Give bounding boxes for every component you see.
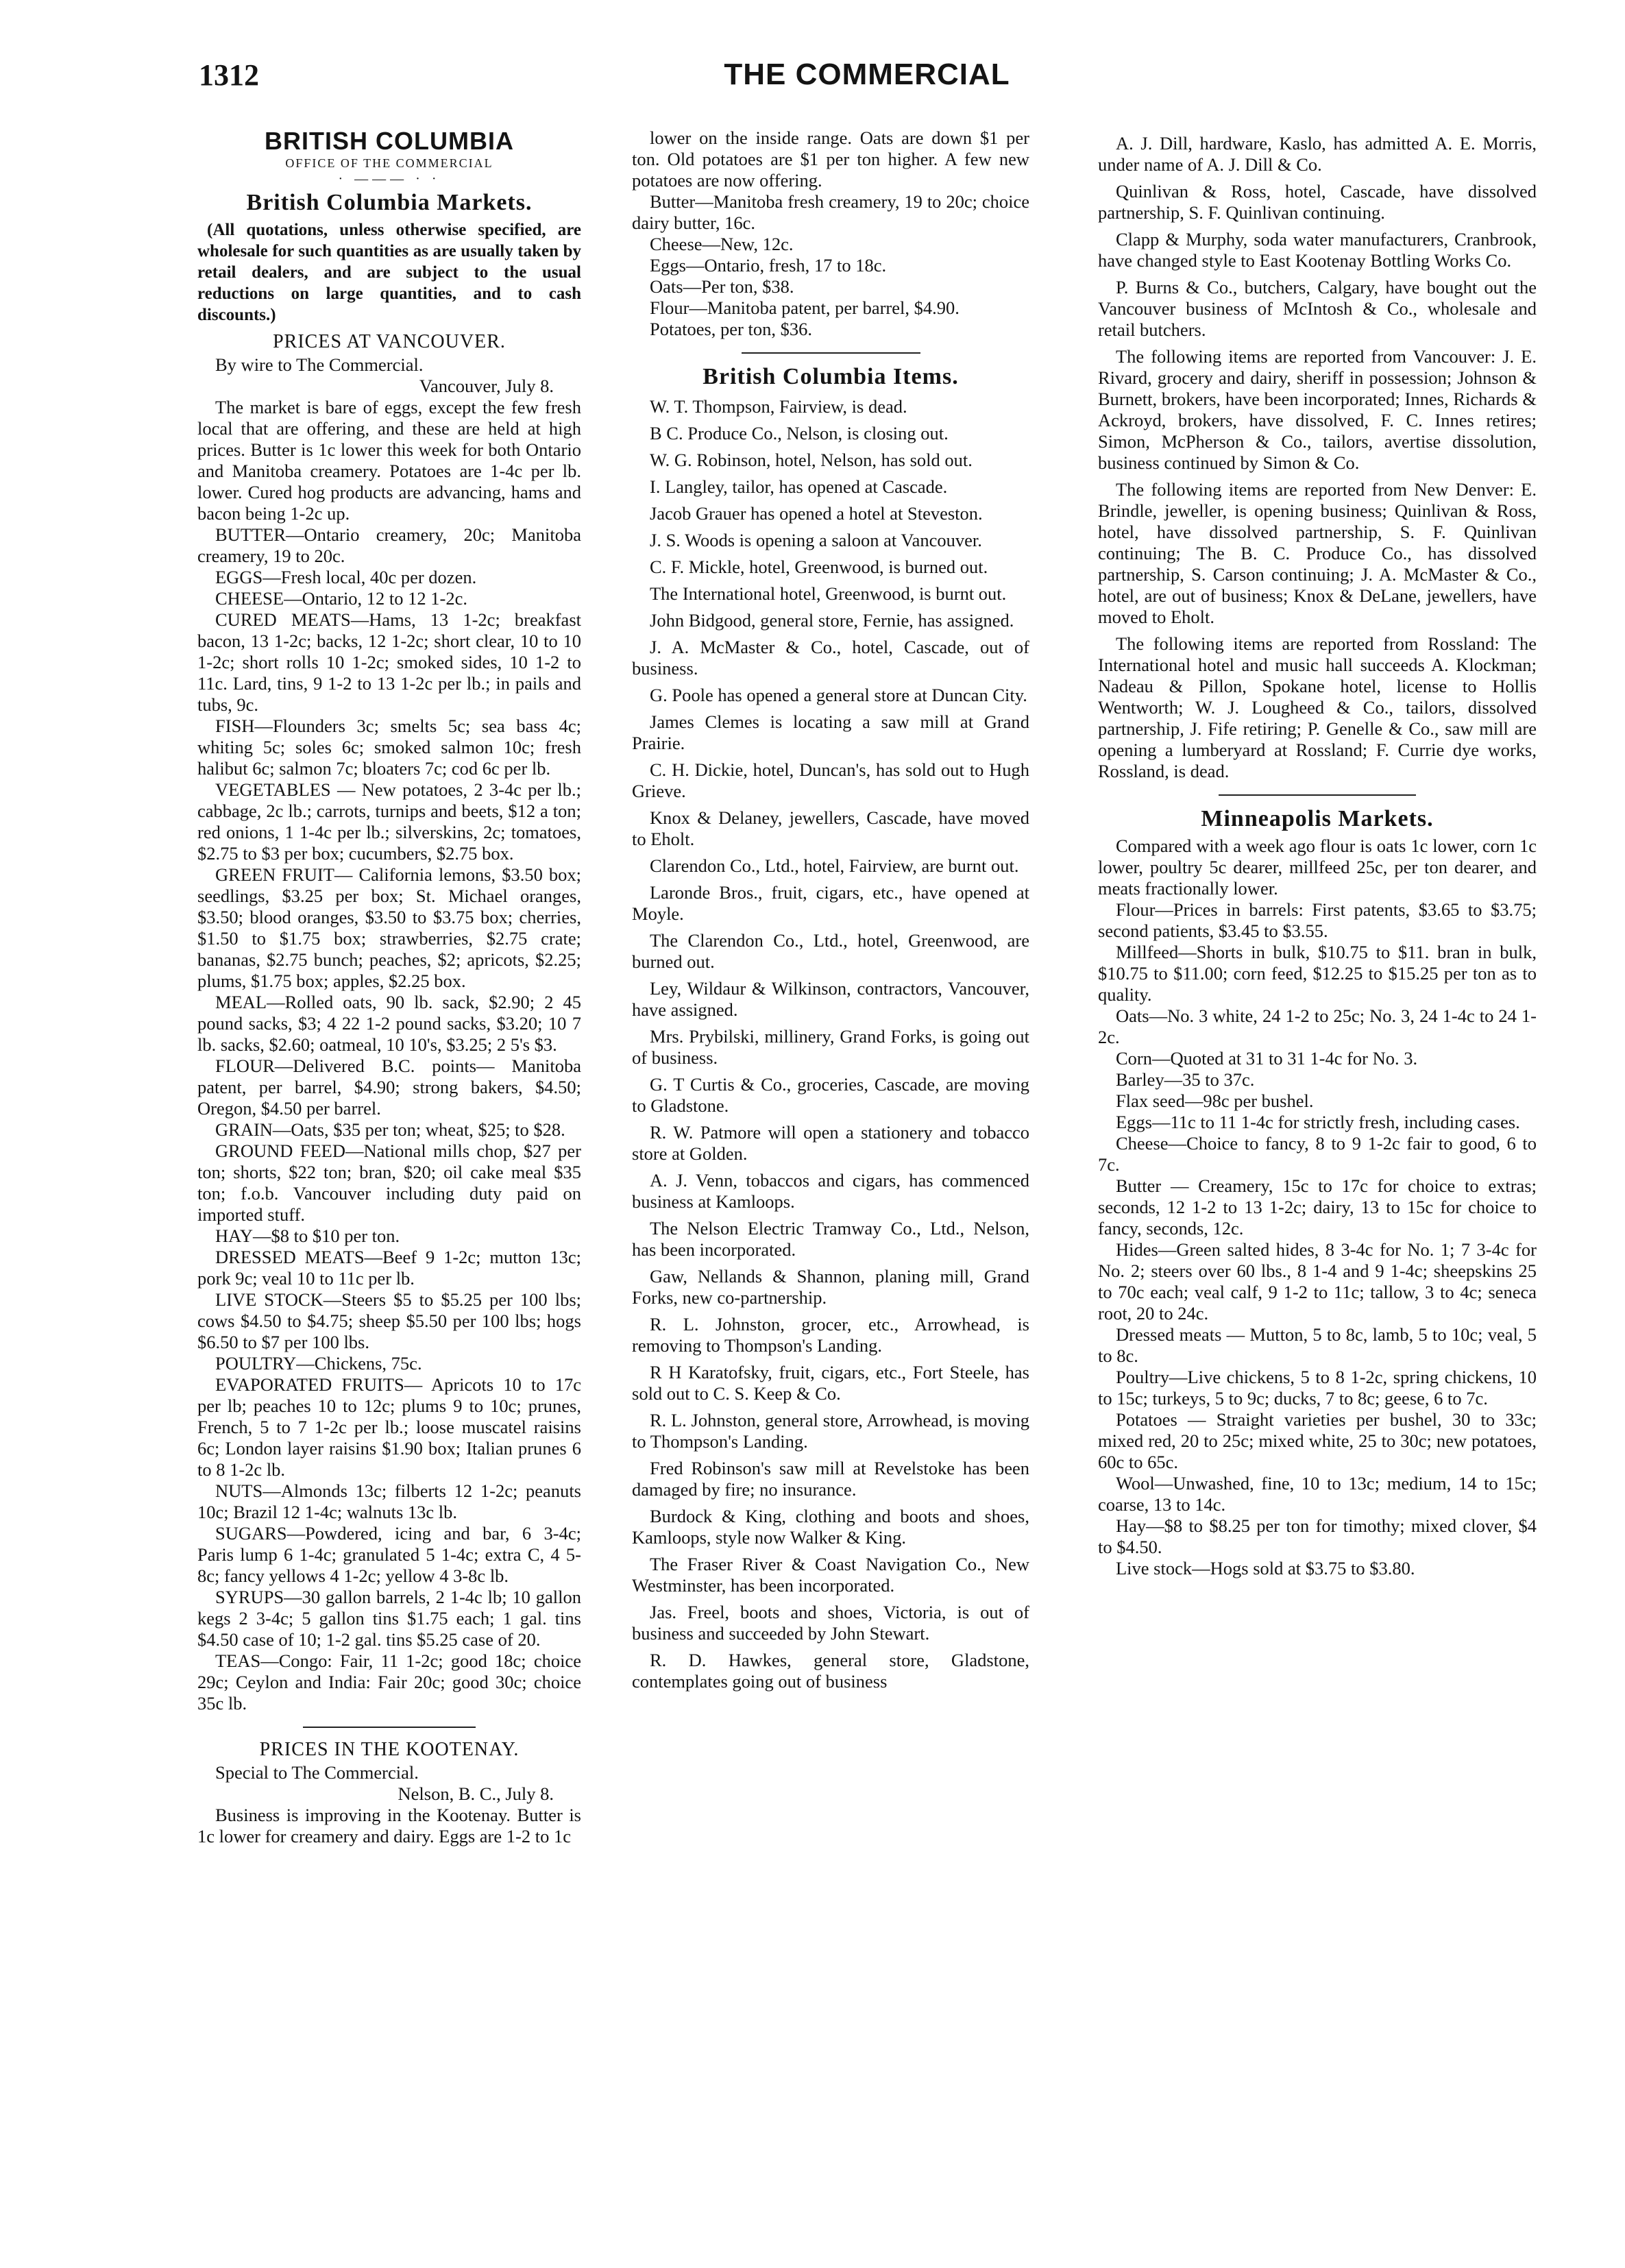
- ornament-divider: · ——— · ·: [338, 171, 441, 186]
- prices-heading: PRICES AT VANCOUVER.: [273, 331, 506, 352]
- column-2: [632, 127, 1029, 2211]
- byline: By wire to The Commercial.: [215, 354, 424, 375]
- news-item: John Bidgood, general store, Fernie, has assigned.: [650, 610, 1014, 631]
- price-item: CHEESE—Ontario, 12 to 12 1-2c.: [215, 588, 468, 609]
- price-item: GRAIN—Oats, $35 per ton; wheat, $25; to $28.: [215, 1119, 565, 1140]
- price-item: GREEN FRUIT— California lemons, $3.50 box; seedlings, $3.25 per box; St. Michael oranges, $3.50; blood oranges, $3.50 to $3.75 box; cherries, $1.50 to $1.75 box; strawberries, $2.75 crate; bananas, $2.75 bunch; peaches, $2; apricots, $2.25; plums, $1.75 box; apples, $2.25 box.: [197, 864, 581, 991]
- minneapolis-intro: Compared with a week ago flour is oats 1c lower, corn 1c lower, poultry 5c dearer, millfeed 25c, per ton dearer, and meats fractionally lower.: [1098, 836, 1537, 899]
- minneapolis-price-item: Millfeed—Shorts in bulk, $10.75 to $11. bran in bulk, $10.75 to $11.00; corn feed, $12.25 to $15.25 per ton as to quality.: [1098, 942, 1537, 1005]
- kootenay-price-item: Butter—Manitoba fresh creamery, 19 to 20c; choice dairy butter, 16c.: [632, 191, 1029, 233]
- items-continued: [1098, 133, 1537, 782]
- news-item: The Nelson Electric Tramway Co., Ltd., Nelson, has been incorporated.: [632, 1218, 1029, 1260]
- news-item: Laronde Bros., fruit, cigars, etc., have opened at Moyle.: [632, 882, 1029, 924]
- kootenay-heading: PRICES IN THE KOOTENAY.: [259, 1739, 520, 1760]
- news-item: Clapp & Murphy, soda water manufacturers, Cranbrook, have changed style to East Kootenay Bottling Works Co.: [1098, 229, 1537, 271]
- price-item: GROUND FEED—National mills chop, $27 per ton; shorts, $22 ton; bran, $20; oil cake meal $35 ton; f.o.b. Vancouver including duty paid on imported stuff.: [197, 1141, 581, 1225]
- news-item: B C. Produce Co., Nelson, is closing out.: [650, 423, 949, 443]
- news-item: Clarendon Co., Ltd., hotel, Fairview, are burnt out.: [650, 855, 1019, 876]
- news-item: Ley, Wildaur & Wilkinson, contractors, Vancouver, have assigned.: [632, 978, 1029, 1020]
- price-item: VEGETABLES — New potatoes, 2 3-4c per lb.; cabbage, 2c lb.; carrots, turnips and beets, $12 a ton; red onions, 1 1-4c per lb.; silverskins, 2c; tomatoes, $2.75 to $3 per box; cucumbers, $2.75 box.: [197, 779, 581, 864]
- section-title: BRITISH COLUMBIA: [265, 127, 514, 155]
- items-heading: British Columbia Items.: [702, 364, 959, 389]
- news-item: Jas. Freel, boots and shoes, Victoria, is out of business and succeeded by John Stewart.: [632, 1602, 1029, 1644]
- minneapolis-price-item: Dressed meats — Mutton, 5 to 8c, lamb, 5 to 10c; veal, 5 to 8c.: [1098, 1324, 1537, 1366]
- price-item: EGGS—Fresh local, 40c per dozen.: [215, 567, 477, 587]
- kootenay-price-item: Potatoes, per ton, $36.: [650, 319, 812, 339]
- kootenay-dateline: Nelson, B. C., July 8.: [398, 1783, 554, 1804]
- markets-heading: British Columbia Markets.: [246, 190, 533, 215]
- news-item: G. Poole has opened a general store at Duncan City.: [650, 685, 1027, 705]
- news-item: R H Karatofsky, fruit, cigars, etc., Fort Steele, has sold out to C. S. Keep & Co.: [632, 1362, 1029, 1404]
- minneapolis-price-item: Oats—No. 3 white, 24 1-2 to 25c; No. 3, 24 1-4c to 24 1-2c.: [1098, 1005, 1537, 1047]
- price-item: DRESSED MEATS—Beef 9 1-2c; mutton 13c; pork 9c; veal 10 to 11c per lb.: [197, 1247, 581, 1289]
- news-item: Burdock & King, clothing and boots and shoes, Kamloops, style now Walker & King.: [632, 1506, 1029, 1548]
- divider: [303, 1727, 476, 1728]
- price-item: MEAL—Rolled oats, 90 lb. sack, $2.90; 2 45 pound sacks, $3; 4 22 1-2 pound sacks, $3.20; 10 7 lb. sacks, $2.60; oatmeal, 10 10's, $3.25; 2 5's $3.: [197, 992, 581, 1055]
- price-item: CURED MEATS—Hams, 13 1-2c; breakfast bacon, 13 1-2c; backs, 12 1-2c; short clear, 10 to 10 1-2c; short rolls 10 1-2c; smoked sides, 10 1-2 to 11c. Lard, tins, 9 1-2 to 13 1-2c per lb.; in pails and tubs, 9c.: [197, 609, 581, 715]
- news-item: Fred Robinson's saw mill at Revelstoke has been damaged by fire; no insurance.: [632, 1458, 1029, 1500]
- news-item: J. S. Woods is opening a saloon at Vancouver.: [650, 530, 982, 550]
- news-item: W. G. Robinson, hotel, Nelson, has sold out.: [650, 450, 973, 470]
- price-item: BUTTER—Ontario creamery, 20c; Manitoba creamery, 19 to 20c.: [197, 524, 581, 566]
- news-item: J. A. McMaster & Co., hotel, Cascade, out of business.: [632, 637, 1029, 679]
- news-item: W. T. Thompson, Fairview, is dead.: [650, 396, 907, 417]
- news-item: C. F. Mickle, hotel, Greenwood, is burned out.: [650, 557, 988, 577]
- news-item: P. Burns & Co., butchers, Calgary, have bought out the Vancouver business of McIntosh & Co., wholesale and retail butchers.: [1098, 277, 1537, 340]
- minneapolis-list: [1098, 899, 1537, 1579]
- column-1: [197, 127, 581, 2211]
- page-header: [199, 58, 1535, 106]
- dateline: Vancouver, July 8.: [419, 376, 554, 396]
- price-item: NUTS—Almonds 13c; filberts 12 1-2c; peanuts 10c; Brazil 12 1-4c; walnuts 13c lb.: [197, 1480, 581, 1522]
- kootenay-price-item: lower on the inside range. Oats are down $1 per ton. Old potatoes are $1 per ton higher. A few new potatoes are now offering.: [632, 127, 1029, 191]
- kootenay-price-item: Flour—Manitoba patent, per barrel, $4.90.: [650, 297, 960, 318]
- news-item: The International hotel, Greenwood, is burnt out.: [650, 583, 1007, 604]
- news-item: R. L. Johnston, general store, Arrowhead, is moving to Thompson's Landing.: [632, 1410, 1029, 1452]
- price-list: [197, 524, 581, 1714]
- news-item: Knox & Delaney, jewellers, Cascade, have moved to Eholt.: [632, 807, 1029, 849]
- quotations-notice: (All quotations, unless otherwise specified, are wholesale for such quantities as are usually taken by retail dealers, and are subject to the usual reductions on large quantities, and to cash discounts.): [197, 221, 581, 324]
- news-item: The following items are reported from New Denver: E. Brindle, jeweller, is opening business; Quinlivan & Ross, hotel, have dissolved partnership, S. F. Quinlivan continuing; The B. C. Produce Co., has dissolved partnership, S. Carson continuing; J. A. McMaster & Co., hotel, are out of business; Knox & DeLane, jewellers, have moved to Eholt.: [1098, 479, 1537, 627]
- kootenay-price-item: Eggs—Ontario, fresh, 17 to 18c.: [650, 255, 887, 276]
- section-subtitle: OFFICE OF THE COMMERCIAL: [285, 156, 493, 170]
- news-item: A. J. Venn, tobaccos and cigars, has commenced business at Kamloops.: [632, 1170, 1029, 1212]
- news-item: The following items are reported from Rossland: The International hotel and music hall succeeds A. Klockman; Nadeau & Pillon, Spokane hotel, license to Hollis Wentworth; W. J. Lougheed & Co., tailors, dissolved partnership, J. Fife retiring; P. Genelle & Co., saw mill are opening a lumberyard at Rossland; F. Currie dye works, Rossland, is dead.: [1098, 633, 1537, 781]
- price-item: SYRUPS—30 gallon barrels, 2 1-4c lb; 10 gallon kegs 2 3-4c; 5 gallon tins $1.75 each; 1 gal. tins $4.50 case of 10; 1-2 gal. tins $5.25 case of 20.: [197, 1587, 581, 1650]
- kootenay-byline: Special to The Commercial.: [215, 1762, 419, 1783]
- news-items: [632, 396, 1029, 1692]
- price-item: LIVE STOCK—Steers $5 to $5.25 per 100 lbs; cows $4.50 to $4.75; sheep $5.50 per 100 lbs; hogs $6.50 to $7 per 100 lbs.: [197, 1289, 581, 1352]
- kootenay-price-item: Cheese—New, 12c.: [650, 234, 794, 254]
- news-item: Mrs. Prybilski, millinery, Grand Forks, is going out of business.: [632, 1026, 1029, 1068]
- market-intro: The market is bare of eggs, except the few fresh local that are offering, and these are held at high prices. Butter is 1c lower this week for both Ontario and Manitoba creamery. Potatoes are 1-4c per lb. lower. Cured hog products are advancing, hams and bacon being 1-2c up.: [197, 397, 581, 524]
- kootenay-continued: [632, 127, 1029, 340]
- minneapolis-price-item: Wool—Unwashed, fine, 10 to 13c; medium, 14 to 15c; coarse, 13 to 14c.: [1098, 1473, 1537, 1515]
- news-item: The following items are reported from Vancouver: J. E. Rivard, grocery and dairy, sheriff in possession; Johnson & Burnett, brokers, have been incorporated; Innes, Richards & Ackroyd, brokers, have dissolved, F. C. Innes retires; Simon, McPherson & Co., tailors, avertise dissolution, business continued by Simon & Co.: [1098, 346, 1537, 473]
- column-3: [1098, 127, 1537, 2211]
- minneapolis-price-item: Live stock—Hogs sold at $3.75 to $3.80.: [1116, 1558, 1415, 1578]
- kootenay-price-item: Oats—Per ton, $38.: [650, 276, 794, 297]
- minneapolis-price-item: Cheese—Choice to fancy, 8 to 9 1-2c fair to good, 6 to 7c.: [1098, 1133, 1537, 1175]
- news-item: The Clarendon Co., Ltd., hotel, Greenwood, are burned out.: [632, 930, 1029, 972]
- price-item: POULTRY—Chickens, 75c.: [215, 1353, 422, 1374]
- price-item: SUGARS—Powdered, icing and bar, 6 3-4c; Paris lump 6 1-4c; granulated 5 1-4c; extra C, 4 5-8c; fancy yellows 4 1-2c; yellow 4 3-8c lb.: [197, 1523, 581, 1586]
- kootenay-intro: Business is improving in the Kootenay. Butter is 1c lower for creamery and dairy. Eggs are 1-2 to 1c: [197, 1805, 581, 1846]
- minneapolis-price-item: Flax seed—98c per bushel.: [1116, 1090, 1314, 1111]
- price-item: FLOUR—Delivered B.C. points— Manitoba patent, per barrel, $4.90; strong bakers, $4.50; Oregon, $4.50 per barrel.: [197, 1056, 581, 1119]
- minneapolis-price-item: Corn—Quoted at 31 to 31 1-4c for No. 3.: [1116, 1048, 1418, 1069]
- news-item: R. W. Patmore will open a stationery and tobacco store at Golden.: [632, 1122, 1029, 1164]
- news-item: Gaw, Nellands & Shannon, planing mill, Grand Forks, new co-partnership.: [632, 1266, 1029, 1308]
- minneapolis-price-item: Barley—35 to 37c.: [1116, 1069, 1255, 1090]
- price-item: TEAS—Congo: Fair, 11 1-2c; good 18c; choice 29c; Ceylon and India: Fair 20c; good 30c; choice 35c lb.: [197, 1650, 581, 1714]
- news-item: R. D. Hawkes, general store, Gladstone, contemplates going out of business: [632, 1650, 1029, 1692]
- news-item: The Fraser River & Coast Navigation Co., New Westminster, has been incorporated.: [632, 1554, 1029, 1596]
- minneapolis-price-item: Butter — Creamery, 15c to 17c for choice to extras; seconds, 12 1-2 to 13 1-2c; dairy, 13 to 15c for choice to fancy, seconds, 12c.: [1098, 1175, 1537, 1239]
- minneapolis-heading: Minneapolis Markets.: [1201, 806, 1434, 831]
- minneapolis-price-item: Eggs—11c to 11 1-4c for strictly fresh, including cases.: [1116, 1112, 1520, 1132]
- minneapolis-price-item: Hides—Green salted hides, 8 3-4c for No. 1; 7 3-4c for No. 2; steers over 60 lbs., 8 1-4 and 9 1-4c; sheepskins 25 to 70c each; veal calf, 9 1-2 to 11c; tallow, 3 to 4c; seneca root, 20 to 24c.: [1098, 1239, 1537, 1324]
- price-item: HAY—$8 to $10 per ton.: [215, 1226, 400, 1246]
- news-item: Quinlivan & Ross, hotel, Cascade, have dissolved partnership, S. F. Quinlivan continuing.: [1098, 181, 1537, 223]
- news-item: G. T Curtis & Co., groceries, Cascade, are moving to Gladstone.: [632, 1074, 1029, 1116]
- divider: [742, 352, 920, 354]
- news-item: I. Langley, tailor, has opened at Cascade.: [650, 476, 948, 497]
- news-item: C. H. Dickie, hotel, Duncan's, has sold out to Hugh Grieve.: [632, 759, 1029, 801]
- news-item: A. J. Dill, hardware, Kaslo, has admitted A. E. Morris, under name of A. J. Dill & Co.: [1098, 133, 1537, 175]
- news-item: James Clemes is locating a saw mill at Grand Prairie.: [632, 711, 1029, 753]
- news-item: R. L. Johnston, grocer, etc., Arrowhead, is removing to Thompson's Landing.: [632, 1314, 1029, 1356]
- minneapolis-price-item: Hay—$8 to $8.25 per ton for timothy; mixed clover, $4 to $4.50.: [1098, 1515, 1537, 1557]
- minneapolis-price-item: Flour—Prices in barrels: First patents, $3.65 to $3.75; second patients, $3.45 to $3.55.: [1098, 899, 1537, 941]
- minneapolis-price-item: Poultry—Live chickens, 5 to 8 1-2c, spring chickens, 10 to 15c; turkeys, 5 to 9c; ducks, 7 to 8c; geese, 6 to 7c.: [1098, 1367, 1537, 1409]
- page-number: 1312: [199, 58, 259, 92]
- minneapolis-price-item: Potatoes — Straight varieties per bushel, 30 to 33c; mixed red, 20 to 25c; mixed white, 25 to 30c; new potatoes, 60c to 65c.: [1098, 1409, 1537, 1472]
- price-item: FISH—Flounders 3c; smelts 5c; sea bass 4c; whiting 5c; soles 6c; smoked salmon 10c; fresh halibut 6c; salmon 7c; bloaters 7c; cod 6c per lb.: [197, 716, 581, 779]
- news-item: Jacob Grauer has opened a hotel at Steveston.: [650, 503, 983, 524]
- divider: [1219, 794, 1416, 796]
- publication-title: THE COMMERCIAL: [724, 58, 1010, 91]
- price-item: EVAPORATED FRUITS— Apricots 10 to 17c per lb; peaches 10 to 12c; plums 9 to 10c; prunes, French, 5 to 7 1-2c per lb.; loose muscatel raisins 6c; London layer raisins $1.90 box; Italian prunes 6 to 8 1-2c lb.: [197, 1374, 581, 1480]
